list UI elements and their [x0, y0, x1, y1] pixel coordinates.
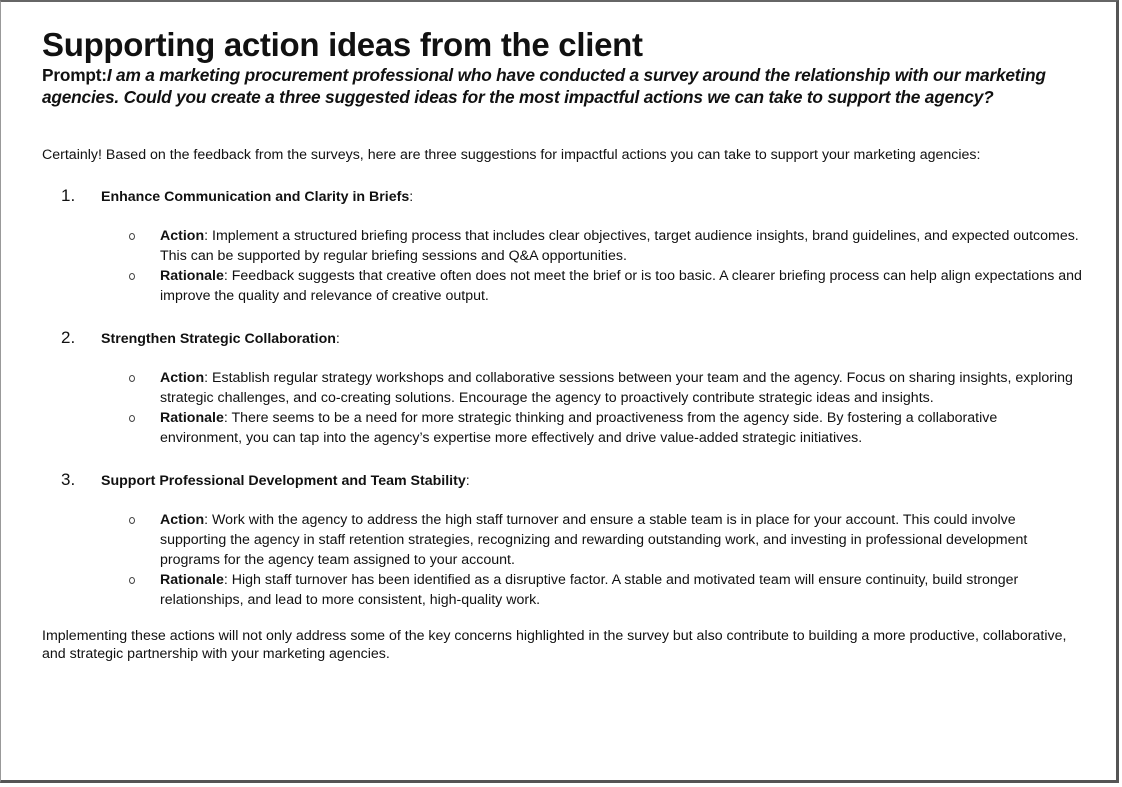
action-text: : Implement a structured briefing process that includes clear objectives, target audience insights, brand guidelines, and expected outcomes. This can be supported by regular briefing sessions and Q&A opportunities.	[160, 228, 1079, 264]
suggestion-item	[42, 186, 1082, 306]
item-bullets	[42, 226, 1082, 306]
action-text: : Establish regular strategy workshops and collaborative sessions between your team and the agency. Focus on sharing insights, exploring strategic challenges, and co-creating solutions. Encourage the agency to proactively contribute strategic ideas and insights.	[160, 370, 1073, 406]
suggestion-item	[42, 470, 1082, 610]
suggestion-heading	[42, 328, 1082, 348]
closing-paragraph: Implementing these actions will not only address some of the key concerns highlighted in the survey but also contribute to building a more productive, collaborative, and strategic partnership with your marketing agencies.	[42, 628, 1067, 662]
item-number: 1.	[61, 186, 76, 205]
action-bullet	[42, 226, 1082, 266]
item-title: Support Professional Development and Team Stability	[101, 473, 466, 489]
rationale-label: Rationale	[160, 410, 224, 426]
rationale-label: Rationale	[160, 572, 224, 588]
item-title: Strengthen Strategic Collaboration	[101, 331, 336, 347]
prompt-text: I am a marketing procurement professional who have conducted a survey around the relationship with our marketing agencies. Could you create a three suggested ideas for the most impactful actions we can take to support the agency?	[42, 65, 1046, 107]
colon: :	[409, 189, 414, 205]
rationale-text: : High staff turnover has been identified as a disruptive factor. A stable and motivated team will ensure continuity, build stronger relationships, and lead to more consistent, high-quality work.	[160, 572, 1019, 608]
action-label: Action	[160, 512, 205, 528]
rationale-bullet	[42, 570, 1082, 610]
colon: :	[465, 473, 470, 489]
suggestion-item	[42, 328, 1082, 448]
item-number: 3.	[61, 470, 76, 489]
colon: :	[335, 331, 340, 347]
document-title: Supporting action ideas from the client	[42, 26, 643, 63]
intro-paragraph: Certainly! Based on the feedback from the surveys, here are three suggestions for impactful actions you can take to support your marketing agencies:	[42, 147, 981, 163]
suggestion-list	[42, 186, 1082, 610]
prompt-label: Prompt:	[42, 65, 107, 85]
item-bullets	[42, 368, 1082, 448]
item-title: Enhance Communication and Clarity in Briefs	[101, 189, 410, 205]
item-number: 2.	[61, 328, 76, 347]
suggestion-heading	[42, 470, 1082, 490]
rationale-bullet	[42, 266, 1082, 306]
rationale-text: : Feedback suggests that creative often does not meet the brief or is too basic. A clearer briefing process can help align expectations and improve the quality and relevance of creative output.	[160, 268, 1082, 304]
action-bullet	[42, 368, 1082, 408]
rationale-bullet	[42, 408, 1082, 448]
rationale-text: : There seems to be a need for more strategic thinking and proactiveness from the agency side. By fostering a collaborative environment, you can tap into the agency’s expertise more effectively and drive value-added strategic initiatives.	[160, 410, 998, 446]
document-page	[42, 26, 1082, 663]
action-text: : Work with the agency to address the high staff turnover and ensure a stable team is in place for your account. This could involve supporting the agency in staff retention strategies, recognizing and rewarding outstanding work, and investing in professional development programs for the agency team assigned to your account.	[160, 512, 1028, 568]
action-bullet	[42, 510, 1082, 570]
action-label: Action	[160, 370, 205, 386]
rationale-label: Rationale	[160, 268, 224, 284]
suggestion-heading	[42, 186, 1082, 206]
prompt	[42, 64, 1082, 108]
action-label: Action	[160, 228, 205, 244]
item-bullets	[42, 510, 1082, 610]
